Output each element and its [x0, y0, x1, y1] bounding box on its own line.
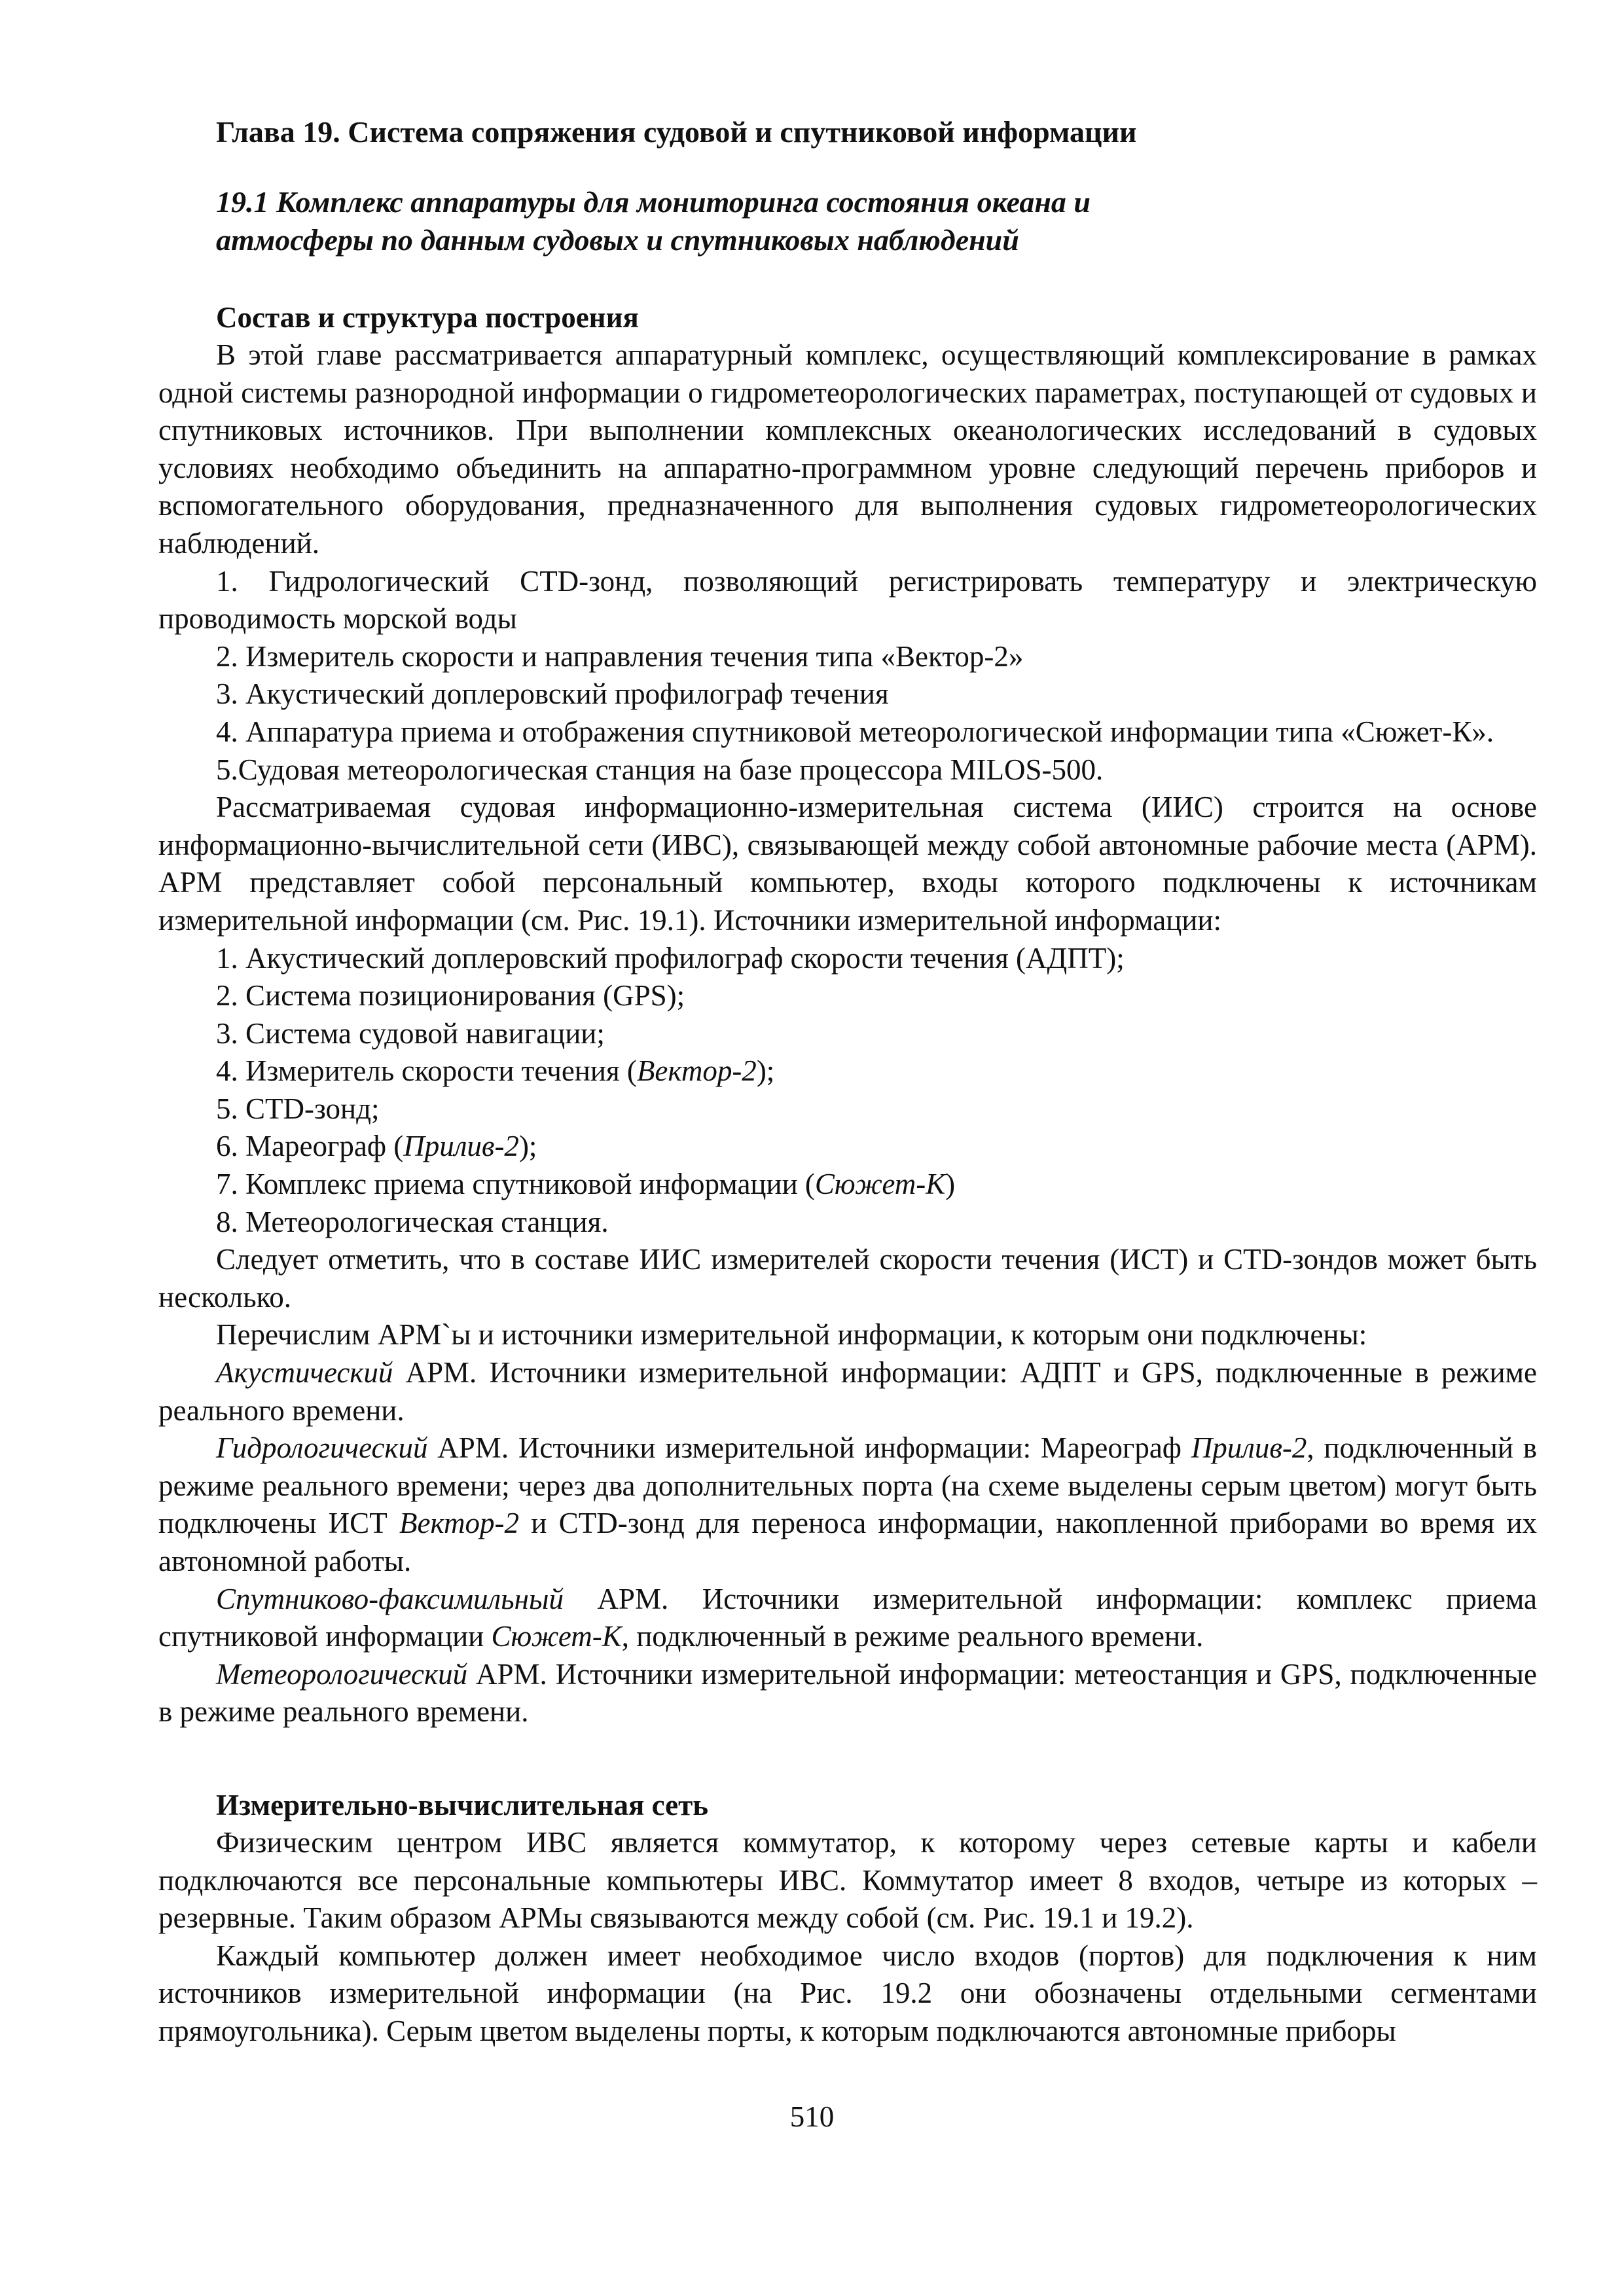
source-item: 8. Метеорологическая станция.: [216, 1205, 609, 1238]
intro-paragraph: В этой главе рассматривается аппаратурный комплекс, осуществляющий комплексирование в рамках одной системы разнородной информации о гидрометеорологических параметрах, поступающей от судовых и спутниковых источников. При выполнении комплексных океанологических исследований в судовых условиях необходимо объединить на аппаратно-программном уровне следующий перечень приборов и вспомогательного оборудования, предназначенного для выполнения судовых гидрометеорологических наблюдений.: [158, 338, 1537, 560]
section-title: [216, 183, 1537, 259]
source-item: 3. Система судовой навигации;: [216, 1016, 605, 1050]
arm-type: Гидрологический: [216, 1431, 428, 1465]
subhead-network: Измерительно-вычислительная сеть: [216, 1788, 708, 1821]
device-name: Прилив-2: [1191, 1431, 1307, 1465]
arm-text: АРМ. Источники измерительной информации: АДПТ и GPS, подключенные в режиме реального времени.: [158, 1356, 1537, 1427]
equipment-item: 1. Гидрологический CTD-зонд, позволяющий регистрировать температуру и электрическую проводимость морской воды: [158, 564, 1537, 636]
arm-text: АРМ. Источники измерительной информации: Мареограф: [427, 1431, 1191, 1465]
arm-list-intro: Перечислим АРМ`ы и источники измерительной информации, к которым они подключены:: [216, 1318, 1367, 1352]
device-name: Вектор-2: [636, 1054, 757, 1088]
source-text: 6. Мареограф (: [216, 1130, 404, 1163]
arm-type: Акустический: [216, 1356, 393, 1390]
arm-text: АРМ. Источники измерительной информации: комплекс приема спутниковой информации: [158, 1582, 1537, 1653]
chapter-title: Глава 19. Система сопряжения судовой и спутниковой информации: [216, 115, 1137, 149]
source-item: 2. Система позиционирования (GPS);: [216, 979, 685, 1013]
source-text: 4. Измеритель скорости течения (: [216, 1054, 637, 1088]
equipment-item: 5.Судовая метеорологическая станция на базе процессора MILOS-500.: [216, 753, 1104, 786]
source-text: 7. Комплекс приема спутниковой информации (: [216, 1168, 815, 1201]
section-title-line1: 19.1 Комплекс аппаратуры для мониторинга состояния океана и: [216, 185, 1091, 219]
arm-satellite-paragraph: [158, 1581, 1537, 1656]
equipment-item: 4. Аппаратура приема и отображения спутниковой метеорологической информации типа «Сюжет-К».: [216, 715, 1494, 748]
device-name: Прилив-2: [403, 1130, 519, 1163]
network-paragraph: Каждый компьютер должен имеет необходимое число входов (портов) для подключения к ним источников измерительной информации (на Рис. 19.2 они обозначены отдельными сегментами прямоугольника). Серым цветом выделены порты, к которым подключаются автономные приборы: [158, 1939, 1537, 2047]
section-title-line2: атмосферы по данным судовых и спутниковых наблюдений: [216, 223, 1019, 257]
source-item: [158, 1166, 1537, 1204]
note-paragraph: Следует отметить, что в составе ИИС измерителей скорости течения (ИСТ) и CTD-зондов может быть несколько.: [158, 1243, 1537, 1314]
source-item: [158, 1052, 1537, 1090]
arm-text: , подключенный в режиме реального времени.: [621, 1620, 1204, 1653]
equipment-item: 2. Измеритель скорости и направления течения типа «Вектор-2»: [216, 639, 1024, 673]
device-name: Сюжет-К: [491, 1620, 622, 1653]
arm-text: АРМ. Источники измерительной информации: метеостанция и GPS, подключенные в режиме реального времени.: [158, 1657, 1537, 1729]
subhead-composition: Состав и структура построения: [216, 301, 639, 334]
device-name: Вектор-2: [399, 1507, 519, 1540]
source-item: 1. Акустический доплеровский профилограф скорости течения (АДПТ);: [216, 941, 1125, 975]
source-text: ): [945, 1168, 956, 1201]
arm-text: , подключенный в режиме реального времени; через два дополнительных порта (на схеме выделены серым цветом) могут быть подключены ИСТ: [158, 1431, 1537, 1540]
source-item: 5. CTD-зонд;: [216, 1092, 380, 1125]
arm-text: и CTD-зонд для переноса информации, накопленной приборами во время их автономной работы.: [158, 1507, 1538, 1577]
source-item: [158, 1128, 1537, 1166]
source-text: );: [756, 1054, 775, 1088]
equipment-item: 3. Акустический доплеровский профилограф течения: [216, 677, 889, 711]
page-number: 510: [789, 2100, 835, 2133]
iis-paragraph: Рассматриваемая судовая информационно-измерительная система (ИИС) строится на основе информационно-вычислительной сети (ИВС), связывающей между собой автономные рабочие места (АРМ). АРМ представляет собой персональный компьютер, входы которого подключены к источникам измерительной информации (см. Рис. 19.1). Источники измерительной информации:: [158, 791, 1537, 937]
device-name: Сюжет-К: [814, 1168, 946, 1201]
arm-meteo-paragraph: [158, 1656, 1537, 1731]
arm-hydro-paragraph: [158, 1429, 1537, 1580]
network-paragraph: Физическим центром ИВС является коммутатор, к которому через сетевые карты и кабели подключаются все персональные компьютеры ИВС. Коммутатор имеет 8 входов, четыре из которых – резервные. Таким образом АРМы связываются между собой (см. Рис. 19.1 и 19.2).: [158, 1825, 1537, 1935]
arm-acoustic-paragraph: [158, 1354, 1537, 1429]
page-body: [158, 113, 1537, 2051]
arm-type: Метеорологический: [216, 1657, 468, 1691]
source-text: );: [518, 1130, 537, 1163]
arm-type: Спутниково-факсимильный: [216, 1582, 564, 1615]
